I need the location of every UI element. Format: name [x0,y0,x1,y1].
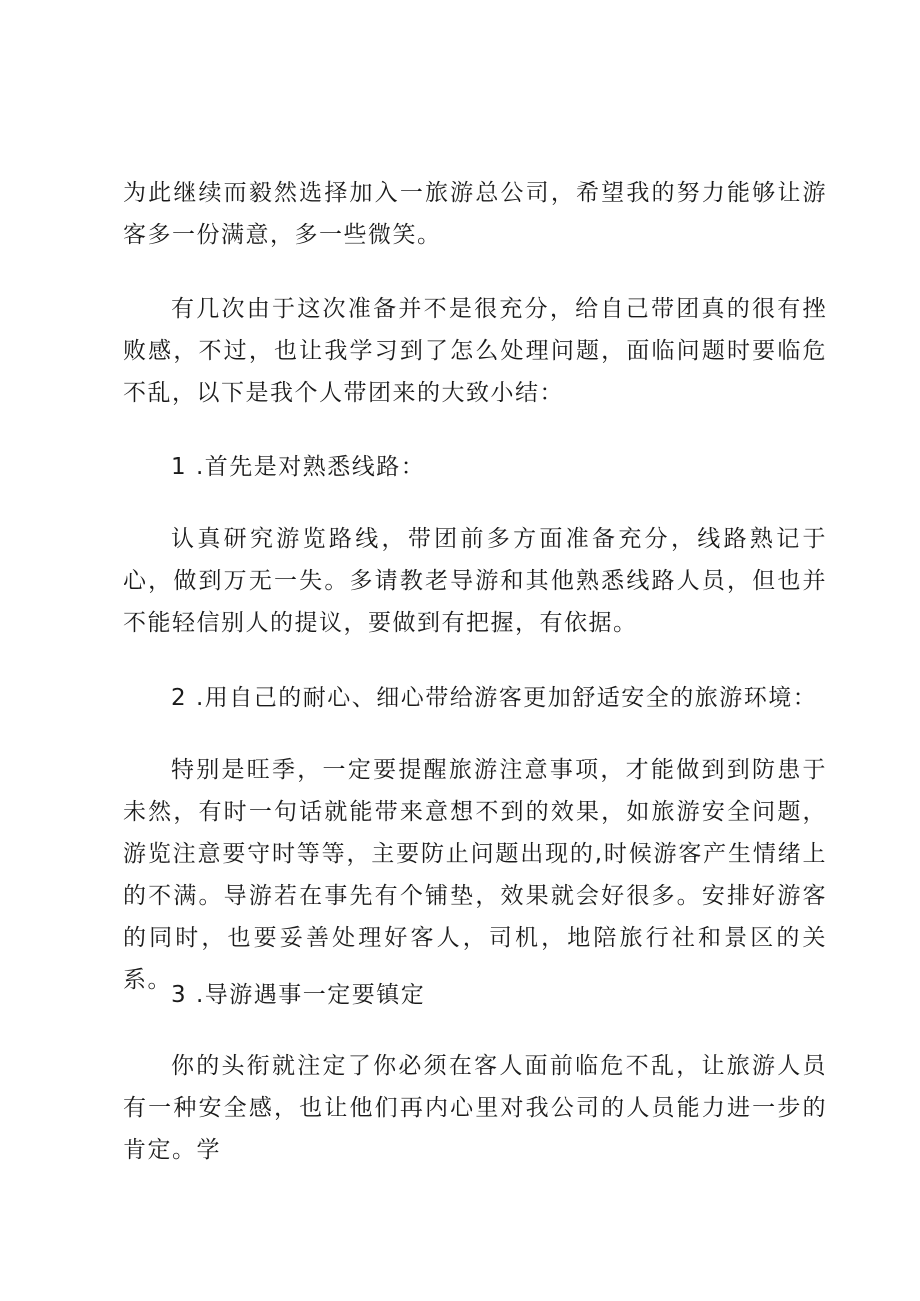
section-heading-3: 3 .导游遇事一定要镇定 [171,982,426,1008]
paragraph-section-2: 特别是旺季，一定要提醒旅游注意事项，才能做到到防患于未然，有时一句话就能带来意想不到的效果，如旅游安全问题，游览注意要守时等等，主要防止问题出现的,时候游客产生情绪上的不满。导游若在事先有个铺垫，效果就会好很多。安排好游客的同时，也要妥善处理好客人，司机，地陪旅行社和景区的关系。 [123,757,827,993]
paragraph-section-3: 你的头衔就注定了你必须在客人面前临危不乱，让旅游人员有一种安全感，也让他们再内心里对我公司的人员能力进一步的肯定。学 [123,1053,827,1163]
section-heading-1: 1 .首先是对熟悉线路： [171,454,426,480]
paragraph-reflection: 有几次由于这次准备并不是很充分，给自己带团真的很有挫败感，不过，也让我学习到了怎么处理问题，面临问题时要临危不乱，以下是我个人带团来的大致小结： [123,296,827,406]
paragraph-continuation: 为此继续而毅然选择加入一旅游总公司，希望我的努力能够让游客多一份满意，多一些微笑。 [123,180,827,248]
section-heading-2: 2 .用自己的耐心、细心带给游客更加舒适安全的旅游环境： [171,685,818,711]
paragraph-section-1: 认真研究游览路线，带团前多方面准备充分，线路熟记于心，做到万无一失。多请教老导游和其他熟悉线路人员，但也并不能轻信别人的提议，要做到有把握，有依据。 [123,526,827,636]
